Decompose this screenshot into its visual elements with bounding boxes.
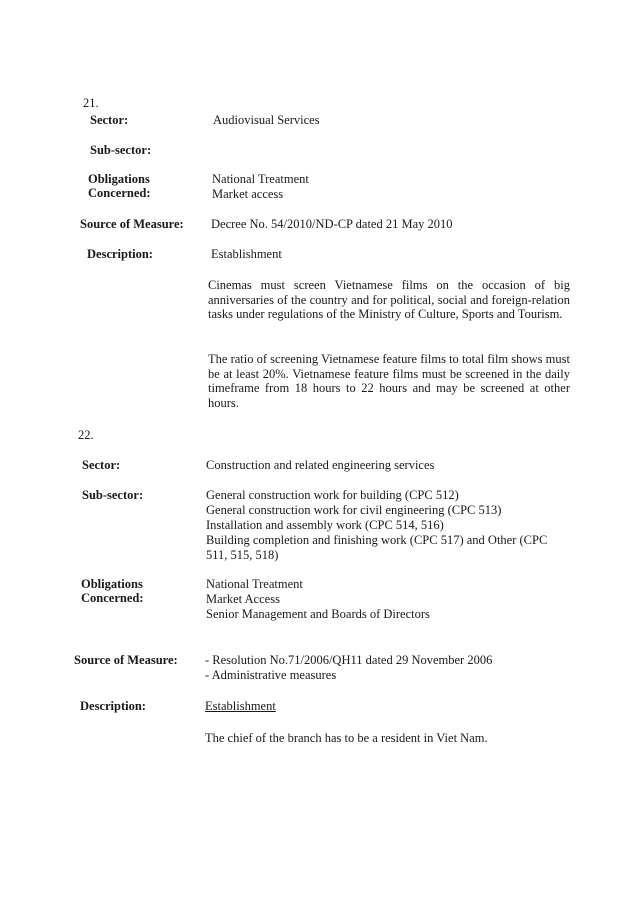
obligations-value: National Treatment Market access [212, 172, 309, 201]
sector-value: Construction and related engineering services [206, 458, 435, 472]
subsector-label: Sub-sector: [90, 143, 152, 157]
description-paragraph: The ratio of screening Vietnamese feature films to total film shows must be at least 20%. Vietnamese feature films must be screened in the daily timeframe from 18 hours to 22 hours and may be screened at other hours. [208, 352, 570, 410]
obligations-label: Obligations Concerned: [88, 172, 151, 200]
obligations-value: National Treatment Market Access Senior Management and Boards of Directors [206, 577, 430, 621]
description-heading: Establishment [211, 247, 282, 261]
description-label: Description: [80, 699, 146, 713]
entry-number: 21. [83, 96, 99, 110]
subsector-value: General construction work for building (CPC 512) General construction work for civil engineering (CPC 513) Installation and assembly work (CPC 514, 516) Building completion and finishing work (CPC 517) and Other (CPC 511, 515, 518) [206, 488, 548, 562]
source-value: - Resolution No.71/2006/QH11 dated 29 November 2006 - Administrative measures [205, 653, 493, 682]
sector-label: Sector: [90, 113, 129, 127]
description-paragraph: The chief of the branch has to be a resident in Viet Nam. [205, 731, 488, 745]
sector-label: Sector: [82, 458, 121, 472]
source-label: Source of Measure: [74, 653, 178, 667]
description-label: Description: [87, 247, 153, 261]
description-heading: Establishment [205, 699, 276, 713]
source-label: Source of Measure: [80, 217, 184, 231]
subsector-label: Sub-sector: [82, 488, 144, 502]
source-value: Decree No. 54/2010/ND-CP dated 21 May 2010 [211, 217, 453, 231]
entry-number: 22. [78, 428, 94, 442]
description-paragraph: Cinemas must screen Vietnamese films on the occasion of big anniversaries of the country and for political, social and foreign-relation tasks under regulations of the Ministry of Culture, Sports and Tourism. [208, 278, 570, 322]
sector-value: Audiovisual Services [213, 113, 320, 127]
obligations-label: Obligations Concerned: [81, 577, 144, 605]
